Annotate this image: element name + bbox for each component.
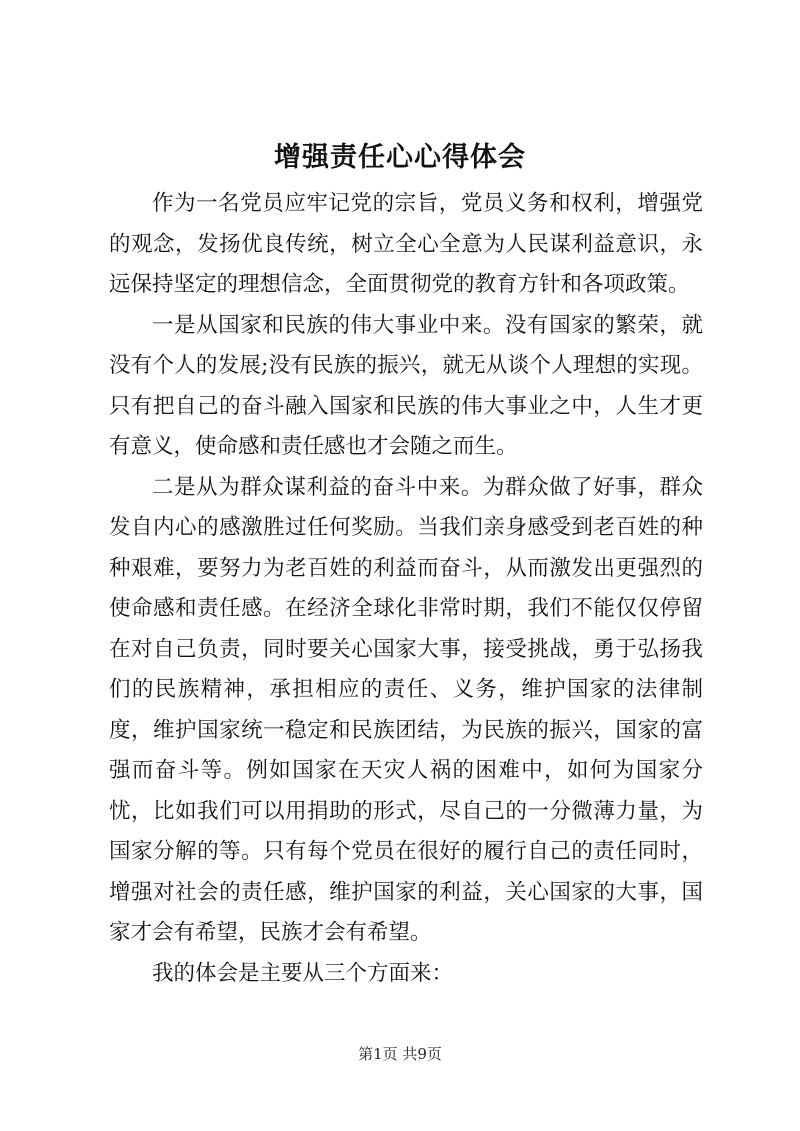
page-number-footer: 第1页 共9页 (358, 1045, 442, 1063)
paragraph-2: 一是从国家和民族的伟大事业中来。没有国家的繁荣，就没有个人的发展;没有民族的振兴，就无从谈个人理想的实现。只有把自己的奋斗融入国家和民族的伟大事业之中，人生才更有意义，使命感和责任感也才会随之而生。 (109, 312, 703, 459)
paragraph-1: 作为一名党员应牢记党的宗旨，党员义务和权利，增强党的观念，发扬优良传统，树立全心全意为人民谋利益意识，永远保持坚定的理想信念，全面贯彻党的教育方针和各项政策。 (109, 191, 703, 297)
document-body (109, 184, 703, 994)
paragraph-3: 二是从为群众谋利益的奋斗中来。为群众做了好事，群众发自内心的感激胜过任何奖励。当我们亲身感受到老百姓的种种艰难，要努力为老百姓的利益而奋斗，从而激发出更强烈的使命感和责任感。在经济全球化非常时期，我们不能仅仅停留在对自己负责，同时要关心国家大事，接受挑战，勇于弘扬我们的民族精神，承担相应的责任、义务，维护国家的法律制度，维护国家统一稳定和民族团结，为民族的振兴，国家的富强而奋斗等。例如国家在天灾人祸的困难中，如何为国家分忧，比如我们可以用捐助的形式，尽自己的一分微薄力量，为国家分解的等。只有每个党员在很好的履行自己的责任同时，增强对社会的责任感，维护国家的利益，关心国家的大事，国家才会有希望，民族才会有希望。 (109, 474, 703, 945)
paragraph-4: 我的体会是主要从三个方面来： (152, 960, 454, 986)
document-title: 增强责任心心得体会 (274, 142, 526, 173)
